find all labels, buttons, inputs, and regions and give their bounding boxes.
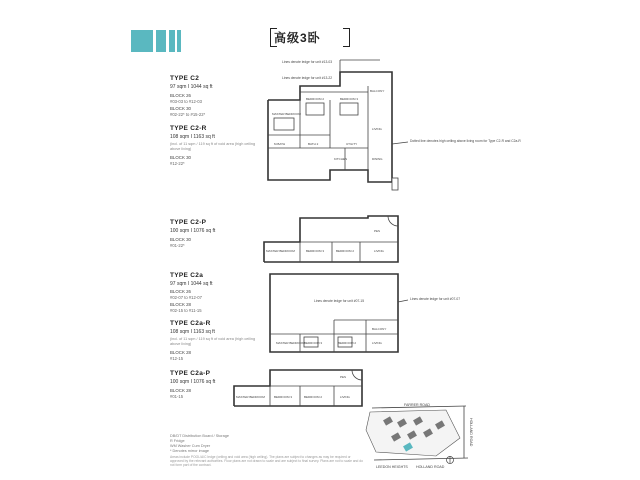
type-c2a-area: 97 sqm I 1044 sq ft bbox=[170, 281, 213, 287]
room-bed3-c2: BEDROOM 3 bbox=[340, 97, 359, 101]
legend-line-1: DB/DT Distribution Board / Storage bbox=[170, 434, 230, 438]
room-kitchen-c2: KITCHEN bbox=[334, 157, 348, 161]
type-c2ap-range: #01-15 bbox=[170, 394, 184, 399]
type-c2r-block: BLOCK 30 bbox=[170, 155, 191, 160]
room-bed3-c2a: BEDROOM 3 bbox=[304, 341, 323, 345]
room-bed2-c2ap: BEDROOM 2 bbox=[304, 395, 323, 399]
type-c2-block-1: BLOCK 26 bbox=[170, 93, 191, 98]
disclaimer: Areas include POOL/A/C ledge (ceiling and void area (high ceiling). The plans are subject to changes as may be required or approved by the relevant authorities. Floor plans are not drawn to scale and are subject to final survey. Plans are not to scale and do not form part of the contract. bbox=[170, 455, 363, 468]
type-c2ar-range: #12-15 bbox=[170, 356, 184, 361]
room-master-c2p: MASTER BEDROOM bbox=[266, 249, 295, 253]
room-bed2-c2a: BEDROOM 2 bbox=[338, 341, 357, 345]
type-c2ar-area: 108 sqm I 1163 sq ft bbox=[170, 329, 215, 335]
site-key-plan bbox=[366, 403, 473, 469]
type-c2r-title: TYPE C2-R bbox=[170, 125, 207, 132]
type-c2ar-title: TYPE C2a-R bbox=[170, 320, 211, 327]
floor-plan-c2 bbox=[268, 60, 521, 190]
type-c2-area: 97 sqm I 1044 sq ft bbox=[170, 84, 213, 90]
room-living-c2: LIVING bbox=[372, 127, 382, 131]
room-balcony-c2a: BALCONY bbox=[372, 327, 387, 331]
type-c2-range-1: #03-03 to #12-03 bbox=[170, 99, 202, 104]
legend-line-3: WM Washer Cum Dryer bbox=[170, 444, 211, 448]
type-c2r-note: (incl. of 11 sqm / 119 sq ft of void area (high ceiling above living) bbox=[170, 142, 256, 151]
floor-plan-c2p bbox=[264, 216, 398, 262]
callout-c2-top: Lines denote ledge for unit #13-03 bbox=[282, 60, 333, 64]
type-c2a-range-2: #02-15 to #11-15 bbox=[170, 308, 202, 313]
map-road-bottom: HOLLAND ROAD bbox=[416, 465, 445, 469]
room-bed3-c2ap: BEDROOM 3 bbox=[274, 395, 293, 399]
callout-c2-right: Dotted line denotes high ceiling above living room for Type C2-R and C2a-R bbox=[410, 139, 521, 143]
type-c2ap-block: BLOCK 28 bbox=[170, 388, 191, 393]
room-bed2-c2: BEDROOM 2 bbox=[306, 97, 325, 101]
room-pes-c2p: PES bbox=[374, 229, 381, 233]
room-master-c2ap: MASTER BEDROOM bbox=[236, 395, 265, 399]
room-master-c2: MASTER BEDROOM bbox=[272, 112, 301, 116]
room-pes-c2ap: PES bbox=[340, 375, 347, 379]
room-living-c2a: LIVING bbox=[372, 341, 382, 345]
page-title: 高级3卧 bbox=[274, 31, 321, 45]
floor-plan-c2a bbox=[270, 274, 460, 352]
map-road-right: HOLLAND ROAD bbox=[469, 418, 473, 447]
room-bed3-c2p: BEDROOM 3 bbox=[306, 249, 325, 253]
room-bath2-c2: BATH 2 bbox=[308, 142, 319, 146]
type-c2a-range-1: #02-07 to #12-07 bbox=[170, 295, 202, 300]
type-c2p-range: #01-22* bbox=[170, 243, 185, 248]
callout-c2a-mid: Lines denote ledge for unit #07-15 bbox=[314, 299, 365, 303]
map-estate: LEEDON HEIGHTS bbox=[376, 465, 408, 469]
room-bed2-c2p: BEDROOM 2 bbox=[336, 249, 355, 253]
type-c2-title: TYPE C2 bbox=[170, 75, 200, 82]
legend-line-2: R Fridge bbox=[170, 439, 185, 443]
type-c2a-title: TYPE C2a bbox=[170, 272, 204, 279]
type-c2p-area: 100 sqm I 1076 sq ft bbox=[170, 228, 216, 234]
type-c2ap-title: TYPE C2a-P bbox=[170, 370, 211, 377]
type-c2a-block-1: BLOCK 26 bbox=[170, 289, 191, 294]
type-c2r-area: 108 sqm I 1163 sq ft bbox=[170, 134, 215, 140]
type-c2ar-note: (incl. of 11 sqm / 119 sq ft of void area (high ceiling above living) bbox=[170, 337, 256, 346]
room-mbath-c2: M.BATH bbox=[274, 142, 286, 146]
map-road-top: FARRER ROAD bbox=[404, 403, 430, 407]
room-utility-c2: UTILITY bbox=[346, 142, 358, 146]
type-c2r-range: #12-22* bbox=[170, 161, 185, 166]
callout-c2a-right: Lines denote ledge for unit #07-07 bbox=[410, 297, 461, 301]
legend-line-4: * Denotes mirror image bbox=[170, 449, 210, 453]
type-c2ap-area: 100 sqm I 1076 sq ft bbox=[170, 379, 216, 385]
type-c2-block-2: BLOCK 30 bbox=[170, 106, 191, 111]
type-c2a-block-2: BLOCK 28 bbox=[170, 302, 191, 307]
callout-c2-mid: Lines denote ledge for unit #13-22 bbox=[282, 76, 333, 80]
floor-plan-c2ap bbox=[234, 370, 362, 406]
room-master-c2a: MASTER BEDROOM bbox=[276, 341, 305, 345]
type-c2-range-2: #02-22* to #15-22* bbox=[170, 112, 206, 117]
room-living-c2ap: LIVING bbox=[340, 395, 350, 399]
room-living-c2p: LIVING bbox=[374, 249, 384, 253]
room-balcony-c2: BALCONY bbox=[370, 89, 385, 93]
room-dining-c2: DINING bbox=[372, 157, 383, 161]
type-c2p-block: BLOCK 30 bbox=[170, 237, 191, 242]
type-c2p-title: TYPE C2-P bbox=[170, 219, 207, 226]
type-c2ar-block: BLOCK 28 bbox=[170, 350, 191, 355]
